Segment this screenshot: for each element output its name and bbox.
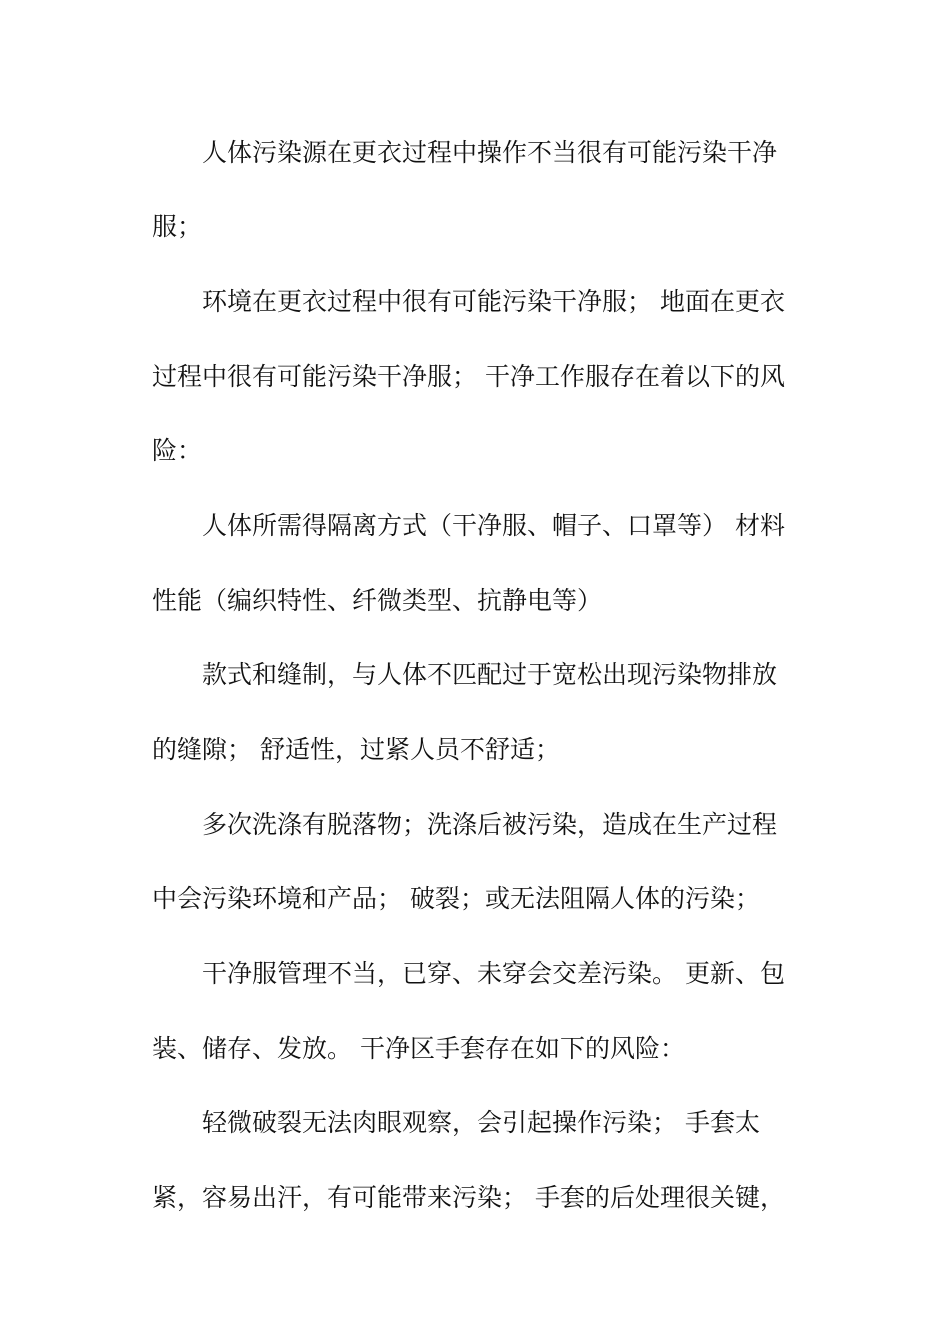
text-line-7: 性能（编织特性、纤微类型、抗静电等） bbox=[152, 586, 603, 615]
text-line-14: 轻微破裂无法肉眼观察，会引起操作污染； 手套太 bbox=[202, 1108, 760, 1137]
text-line-12: 干净服管理不当，已穿、未穿会交差污染。 更新、包 bbox=[202, 959, 785, 988]
text-line-2: 服； bbox=[152, 212, 203, 241]
text-line-10: 多次洗涤有脱落物；洗涤后被污染，造成在生产过程 bbox=[202, 810, 778, 839]
text-line-8: 款式和缝制，与人体不匹配过于宽松出现污染物排放 bbox=[202, 660, 778, 689]
text-line-13: 装、储存、发放。 干净区手套存在如下的风险： bbox=[152, 1034, 685, 1063]
text-line-9: 的缝隙； 舒适性，过紧人员不舒适； bbox=[152, 735, 560, 764]
text-line-1: 人体污染源在更衣过程中操作不当很有可能污染干净 bbox=[202, 138, 778, 167]
text-line-6: 人体所需得隔离方式（干净服、帽子、口罩等） 材料 bbox=[202, 511, 785, 540]
text-line-5: 险： bbox=[152, 436, 203, 465]
text-line-3: 环境在更衣过程中很有可能污染干净服； 地面在更衣 bbox=[202, 287, 785, 316]
text-line-4: 过程中很有可能污染干净服； 干净工作服存在着以下的风 bbox=[152, 362, 785, 391]
text-line-15: 紧，容易出汗，有可能带来污染； 手套的后处理很关键， bbox=[152, 1183, 785, 1212]
text-line-11: 中会污染环境和产品； 破裂；或无法阻隔人体的污染； bbox=[152, 884, 760, 913]
